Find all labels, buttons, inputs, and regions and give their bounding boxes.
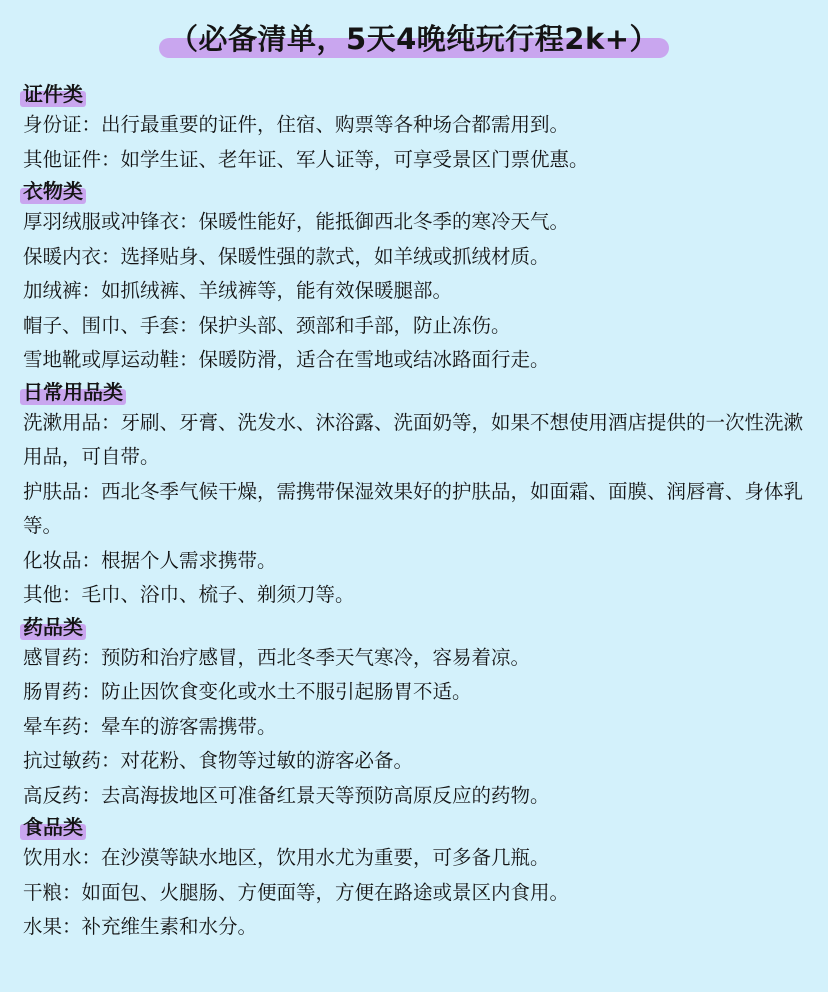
item-key: 水果： — [23, 915, 82, 938]
item-key: 抗过敏药： — [23, 749, 121, 772]
list-item — [20, 343, 808, 378]
list-item — [20, 205, 808, 240]
item-key: 感冒药： — [23, 645, 102, 669]
list-item — [20, 841, 808, 876]
section-heading — [20, 378, 126, 406]
item-text: 牙刷、牙膏、洗发水、沐浴露、洗面奶等，如果不想使用酒店提供的一次性洗漱用品，可自带。 — [23, 410, 804, 468]
item-key: 保暖内衣： — [23, 244, 121, 268]
list-item — [20, 544, 808, 579]
list-item — [20, 143, 808, 178]
list-item — [20, 240, 808, 275]
section-heading — [20, 80, 86, 108]
list-item — [20, 309, 808, 344]
section-heading-text: 衣物类 — [23, 179, 83, 203]
item-key: 加绒裤： — [23, 279, 102, 302]
item-text: 预防和治疗感冒，西北冬季天气寒冷，容易着凉。 — [101, 645, 531, 669]
list-item — [20, 710, 808, 745]
page-title-text: （必备清单，5天4晚纯玩行程2k+） — [168, 22, 660, 56]
list-item — [20, 108, 808, 143]
section-heading — [20, 177, 86, 205]
section-heading-text: 药品类 — [23, 614, 83, 639]
list-item — [20, 406, 808, 475]
section-heading-text: 食品类 — [23, 815, 83, 839]
item-key: 干粮： — [23, 880, 82, 904]
item-text: 去高海拔地区可准备红景天等预防高原反应的药物。 — [101, 783, 550, 807]
item-text: 保暖性能好，能抵御西北冬季的寒冷天气。 — [198, 210, 570, 233]
item-text: 防止因饮食变化或水土不服引起肠胃不适。 — [101, 680, 472, 703]
item-key: 护肤品： — [23, 479, 102, 503]
item-text: 如面包、火腿肠、方便面等，方便在路途或景区内食用。 — [81, 880, 570, 904]
section-heading-text: 日常用品类 — [23, 379, 123, 404]
item-key: 高反药： — [23, 783, 102, 807]
section-heading — [20, 613, 86, 641]
title-area — [20, 0, 808, 70]
list-item — [20, 578, 808, 613]
item-key: 其他： — [23, 583, 82, 606]
section — [20, 80, 808, 177]
item-text: 选择贴身、保暖性强的款式，如羊绒或抓绒材质。 — [120, 244, 550, 268]
section — [20, 177, 808, 378]
item-key: 身份证： — [23, 113, 102, 136]
list-item — [20, 675, 808, 710]
item-text: 晕车的游客需携带。 — [101, 714, 277, 738]
list-item — [20, 641, 808, 676]
item-text: 如学生证、老年证、军人证等，可享受景区门票优惠。 — [120, 147, 589, 171]
list-item — [20, 876, 808, 911]
item-key: 洗漱用品： — [23, 410, 121, 434]
item-text: 出行最重要的证件，住宿、购票等各种场合都需用到。 — [101, 113, 570, 136]
item-text: 根据个人需求携带。 — [101, 548, 277, 572]
item-key: 晕车药： — [23, 714, 102, 738]
item-key: 化妆品： — [23, 548, 102, 572]
list-item — [20, 274, 808, 309]
list-item — [20, 779, 808, 814]
item-text: 对花粉、食物等过敏的游客必备。 — [120, 749, 414, 772]
section — [20, 813, 808, 945]
section-heading — [20, 813, 86, 841]
item-text: 西北冬季气候干燥，需携带保湿效果好的护肤品，如面霜、面膜、润唇膏、身体乳等。 — [23, 479, 804, 537]
item-key: 帽子、围巾、手套： — [23, 313, 199, 337]
list-item — [20, 744, 808, 779]
item-key: 其他证件： — [23, 147, 121, 171]
section-heading-text: 证件类 — [23, 82, 83, 106]
list-item — [20, 910, 808, 945]
section — [20, 613, 808, 814]
item-key: 雪地靴或厚运动鞋： — [23, 348, 199, 371]
item-text: 在沙漠等缺水地区，饮用水尤为重要，可多备几瓶。 — [101, 846, 550, 869]
section — [20, 378, 808, 613]
page-title — [159, 18, 669, 60]
item-text: 补充维生素和水分。 — [81, 915, 258, 938]
item-text: 如抓绒裤、羊绒裤等，能有效保暖腿部。 — [101, 279, 453, 302]
item-key: 饮用水： — [23, 846, 102, 869]
item-key: 厚羽绒服或冲锋衣： — [23, 210, 199, 233]
list-item — [20, 475, 808, 544]
item-text: 毛巾、浴巾、梳子、剃须刀等。 — [81, 583, 355, 606]
item-text: 保护头部、颈部和手部，防止冻伤。 — [198, 313, 511, 337]
item-text: 保暖防滑，适合在雪地或结冰路面行走。 — [198, 348, 550, 371]
sections-container — [20, 80, 808, 945]
item-key: 肠胃药： — [23, 680, 102, 703]
